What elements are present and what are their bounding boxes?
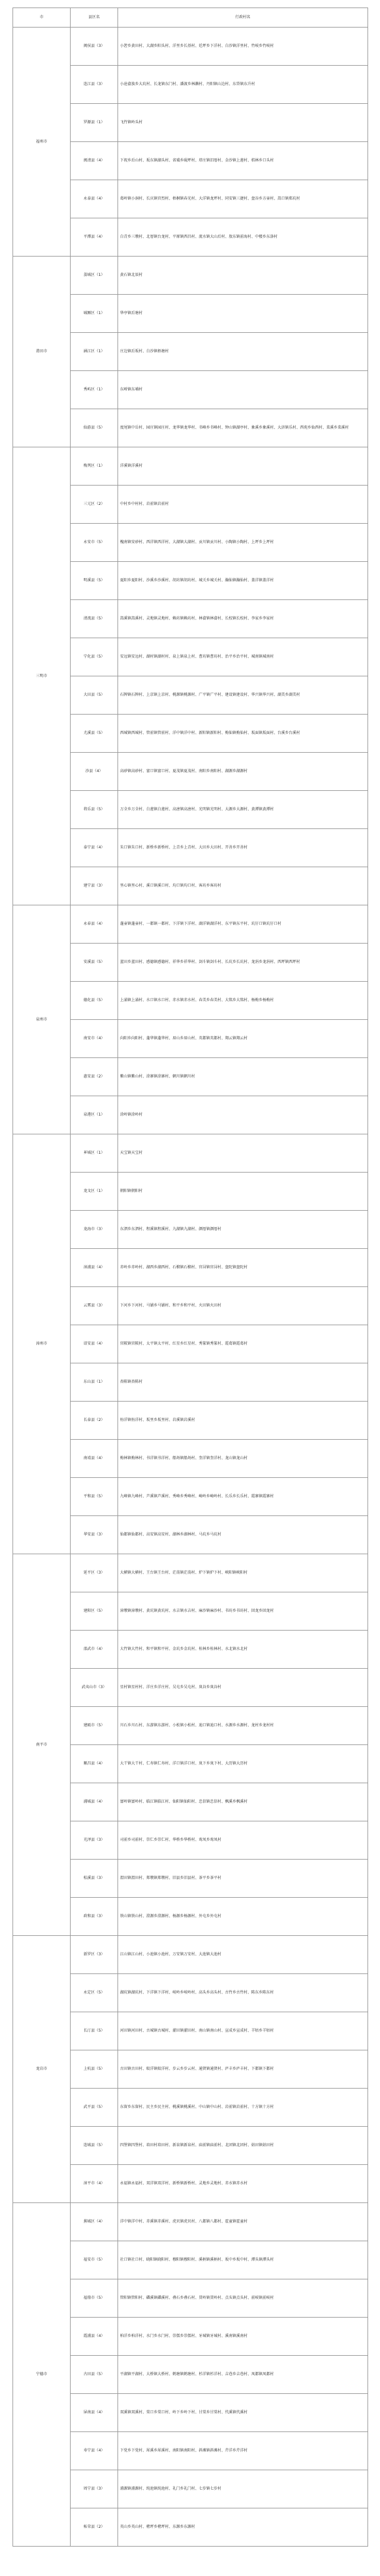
villages-cell: 九峰镇九峰村、芦溪镇芦溪村、秀峰乡秀峰村、崎岭乡崎岭村、长乐乡长乐村、霞寨镇霞寨村	[118, 1478, 368, 1516]
county-cell: 永安市（5）	[71, 524, 118, 562]
villages-cell: 白青乡三墩村、北厝镇台龙村、平原镇西昌村、流水镇大山后村、敖东镇前海村、中楼乡东洛村	[118, 218, 368, 257]
villages-cell: 朝阳镇朝阳村	[118, 1173, 368, 1211]
villages-cell: 洋溪镇洋溪村	[118, 447, 368, 486]
villages-cell: 紫山镇紫山村、涂寨镇涂寨村、辋川镇辋川村	[118, 1058, 368, 1096]
county-cell: 松溪县（3）	[71, 1860, 118, 1898]
county-cell: 光泽县（3）	[71, 1821, 118, 1860]
table-row	[13, 447, 368, 486]
villages-cell: 司前乡司前村、崇仁乡崇仁村、华桥乡华桥村、鸾凤乡鸾凤村	[118, 1821, 368, 1860]
county-cell: 建阳区（5）	[71, 1592, 118, 1631]
county-cell: 将乐县（5）	[71, 791, 118, 829]
county-cell: 浦城县（4）	[71, 1783, 118, 1821]
county-cell: 平潭县（4）	[71, 218, 118, 257]
villages-cell: 梅林镇梅林村、书洋镇书洋村、船场镇船场村、奎洋镇奎洋村、龙山镇龙山村	[118, 1440, 368, 1478]
table-row	[13, 1134, 368, 1173]
villages-cell: 川石乡川石村、东游镇东游村、小松镇小松村、迪口镇迪口村、水源乡水源村、龙村乡龙村村	[118, 1707, 368, 1745]
table-body	[13, 28, 368, 2547]
city-cell: 宁德市	[13, 2203, 71, 2547]
table-header-row	[13, 8, 368, 28]
villages-cell: 度尾镇中岳村、园庄镇园庄村、龙华镇龙华村、书峰乡书峰村、钟山镇湖亭村、象溪乡象溪村、大济镇乐村、西苑乡仙西村、菜溪乡菜溪村	[118, 409, 368, 447]
villages-cell: 双溪镇双溪村、棠口乡棠口村、岭下乡岭下村、甘棠乡甘棠村、代溪镇代溪村	[118, 2394, 368, 2432]
villages-cell: 湖坑镇湖坑村、下洋镇下洋村、岐岭乡岐岭村、高头乡高头村、古竹乡古竹村、陈东乡陈东村	[118, 1974, 368, 2012]
county-cell: 宁化县（5）	[71, 638, 118, 676]
county-cell: 漳浦县（4）	[71, 1249, 118, 1287]
villages-cell: 管阳镇管阳村、磻溪镇磻溪村、叠石乡叠石村、贯岭镇贯岭村、点头镇点头村、前岐镇前岐村	[118, 2279, 368, 2318]
villages-cell: 漳墩镇漳墩村、黄坑镇黄坑村、水吉镇水吉村、麻沙镇麻沙村、书坊乡书坊村、回龙乡回龙村	[118, 1592, 368, 1631]
county-cell: 城厢区（1）	[71, 295, 118, 333]
county-cell: 邵武市（4）	[71, 1631, 118, 1669]
county-cell: 政和县（3）	[71, 1898, 118, 1936]
county-cell: 新罗区（3）	[71, 1936, 118, 1974]
county-cell: 连城县（5）	[71, 2127, 118, 2165]
county-cell: 泉港区（1）	[71, 1096, 118, 1134]
county-cell: 南安市（4）	[71, 1020, 118, 1058]
city-cell: 南平市	[13, 1554, 71, 1936]
county-cell: 周宁县（3）	[71, 2470, 118, 2508]
table-row	[13, 1554, 368, 1592]
county-cell: 屏南县（4）	[71, 2394, 118, 2432]
villages-cell: 蓝田乡蓝田村、感德镇感德村、祥华乡祥华村、剑斗镇剑斗村、长坑乡长坑村、龙涓乡龙涓村、西坪镇西坪村	[118, 944, 368, 982]
city-cell: 莆田市	[13, 257, 71, 447]
table-row	[13, 905, 368, 944]
county-cell: 尤溪县（5）	[71, 715, 118, 753]
villages-cell: 杏陈镇杏陈村	[118, 1363, 368, 1402]
table-row	[13, 2203, 368, 2241]
villages-cell: 枋洋镇枋洋村、坂里乡坂里村、岩溪镇岩溪村	[118, 1402, 368, 1440]
villages-cell: 葛岭镇小洞村、长庆镇官烈村、梧桐镇春光村、大洋镇龙坪村、同安镇三捷村、盘谷乡方壶村、嵩口镇郑坑村	[118, 180, 368, 218]
county-cell: 梅列区（1）	[71, 447, 118, 486]
villages-cell: 石牌镇石牌村、上京镇上京村、桃源镇桃源村、广平镇广平村、建设镇建设村、华兴镇华兴村、湖美乡湖美村	[118, 676, 368, 715]
table-row	[13, 257, 368, 295]
county-cell: 沙县（4）	[71, 753, 118, 791]
county-cell: 清流县（5）	[71, 600, 118, 638]
county-cell: 连江县（3）	[71, 66, 118, 104]
villages-cell: 上涌镇上涌村、水口镇水口村、赤水镇赤水村、春美乡春美村、大铭乡大铭村、杨梅乡杨梅村	[118, 982, 368, 1020]
county-cell: 福鼎市（5）	[71, 2279, 118, 2318]
county-cell: 漳平市（4）	[71, 2165, 118, 2203]
header-city: 市	[13, 8, 71, 28]
villages-cell: 嵩溪镇嵩溪村、灵地镇灵地村、赖坊镇赖坊村、林畲镇林畲村、长校镇长校村、李家乡李家村	[118, 600, 368, 638]
county-cell: 霞浦县（4）	[71, 2318, 118, 2356]
villages-cell: 下祝乡后山村、坂东镇湖头村、省璜乡砚坪村、塔庄镇旧厝村、金沙镇上莲村、桔林乡口头村	[118, 142, 368, 180]
villages-cell: 英山乡英山村、楮坪乡楮坪村、东源乡东源村	[118, 2508, 368, 2547]
county-cell: 建宁县（3）	[71, 867, 118, 905]
county-cell: 大田县（5）	[71, 676, 118, 715]
villages-cell: 平湖镇平湖村、大桥镇大桥村、鹤塘镇鹤塘村、杉洋镇杉洋村、吉巷乡吉巷村、凤都镇凤都村	[118, 2356, 368, 2394]
villages-cell: 下党乡下党村、犀溪乡犀溪村、南阳镇南阳村、斜滩镇斜滩村、芹洋乡芹洋村	[118, 2432, 368, 2470]
villages-cell: 官陂镇官陂村、太平镇太平村、红星乡红星村、秀篆镇秀篆村、霞葛镇霞葛村	[118, 1325, 368, 1363]
county-cell: 长泰县（2）	[71, 1402, 118, 1440]
villages-cell: 洋中镇洋中村、赤溪镇赤溪村、虎贝镇虎贝村、八都镇八都村、霍童镇霍童村	[118, 2203, 368, 2241]
villages-cell: 涂岭镇涂岭村	[118, 1096, 368, 1134]
villages-cell: 小沧畲族乡大坑村、长龙镇东门村、潘渡乡林濑村、丹阳镇山边村、东岱镇东升村	[118, 66, 368, 104]
villages-cell: 东峤镇东埔村	[118, 371, 368, 409]
county-cell: 寿宁县（4）	[71, 2432, 118, 2470]
city-cell: 三明市	[13, 447, 71, 905]
county-cell: 南靖县（4）	[71, 1440, 118, 1478]
county-cell: 柘荣县（2）	[71, 2508, 118, 2547]
county-cell: 武夷山市（3）	[71, 1669, 118, 1707]
villages-cell: 柏洋乡柏洋村、水门乡水门村、崇儒乡崇儒村、牙城镇牙城村、溪南镇溪南村	[118, 2318, 368, 2356]
county-cell: 诏安县（4）	[71, 1325, 118, 1363]
villages-cell: 夏阳乡夏阳村、沙溪乡沙溪村、胡坊镇胡坊村、城关乡城关村、瀚仙镇瀚仙村、盖洋镇盖洋村	[118, 562, 368, 600]
villages-cell: 蓬壶镇蓬壶村、一都镇一都村、下洋镇下洋村、湖洋镇湖洋村、东平镇东平村、坑仔口镇坑仔口村	[118, 905, 368, 944]
villages-cell: 大竹镇大竹村、和平镇和平村、金坑乡金坑村、桂林乡桂林村、水北镇水北村	[118, 1631, 368, 1669]
villages-cell: 富岭镇富岭村、临江镇临江村、仙阳镇仙阳村、忠信镇忠信村、枫溪乡枫溪村	[118, 1783, 368, 1821]
county-cell: 涵江区（1）	[71, 333, 118, 371]
villages-cell: 高砂镇高砂村、富口镇富口村、夏茂镇夏茂村、南阳乡南阳村、湖源乡湖源村	[118, 753, 368, 791]
county-cell: 永定区（5）	[71, 1974, 118, 2012]
county-cell: 长汀县（5）	[71, 2012, 118, 2050]
county-cell: 永春县（4）	[71, 905, 118, 944]
villages-cell: 仙都镇仙都村、高安镇高安村、湖林乡湖林村、马坑乡马坑村	[118, 1516, 368, 1554]
county-cell: 东山县（1）	[71, 1363, 118, 1402]
villages-cell: 华亭镇后塘村	[118, 295, 368, 333]
county-cell: 蕉城区（4）	[71, 2203, 118, 2241]
county-cell: 泰宁县（4）	[71, 829, 118, 867]
villages-cell: 黄石镇北辰村	[118, 257, 368, 295]
county-cell: 云霄县（3）	[71, 1287, 118, 1325]
county-cell: 龙文区（1）	[71, 1173, 118, 1211]
villages-cell: 中村乡中村村、岩前镇岩前村	[118, 486, 368, 524]
villages-cell: 里心镇里心村、溪口镇溪口村、均口镇均口村、客坊乡客坊村	[118, 867, 368, 905]
county-cell: 安溪县（5）	[71, 944, 118, 982]
header-villages: 行政村名	[118, 8, 368, 28]
county-cell: 仙游县（5）	[71, 409, 118, 447]
villages-cell: 下河乡下河村、马铺乡马铺村、和平乡和平村、火田镇火田村	[118, 1287, 368, 1325]
county-cell: 华安县（3）	[71, 1516, 118, 1554]
villages-cell: 朱口镇朱口村、新桥乡新桥村、上青乡上青村、大田乡大田村、开善乡开善村	[118, 829, 368, 867]
villages-cell: 槐南镇安砂村、西洋镇西洋村、大湖镇大湖村、贡川镇贡川村、小陶镇小陶村、上坪乡上坪村	[118, 524, 368, 562]
villages-cell: 浦源镇浦源村、纯池镇纯池村、礼门乡礼门村、七步镇七步村	[118, 2470, 368, 2508]
county-cell: 古田县（5）	[71, 2356, 118, 2394]
table-row	[13, 1936, 368, 1974]
villages-cell: 飞竹镇岭头村	[118, 104, 368, 142]
county-cell: 罗源县（1）	[71, 104, 118, 142]
county-cell: 龙海市（3）	[71, 1211, 118, 1249]
villages-cell: 星村镇星村村、洋庄乡洋庄村、吴屯乡吴屯村、岚谷乡岚谷村	[118, 1669, 368, 1707]
villages-cell: 庄边镇后坂村、白沙镇梧塘村	[118, 333, 368, 371]
county-cell: 芗城区（1）	[71, 1134, 118, 1173]
county-cell: 平和县（5）	[71, 1478, 118, 1516]
county-cell: 荔城区（1）	[71, 257, 118, 295]
county-cell: 德化县（5）	[71, 982, 118, 1020]
villages-cell: 四堡镇四堡村、培田村培田村、新泉镇新泉村、庙前镇庙前村、北团镇北团村、姑田镇姑田村	[118, 2127, 368, 2165]
header-county: 县区名	[71, 8, 118, 28]
villages-cell: 西城镇西城村、管前镇管前村、洋中镇洋中村、新阳镇新阳村、梅仙镇梅仙村、坂面镇坂面村、台溪乡台溪村	[118, 715, 368, 753]
villages-cell: 万全乡万全村、白莲镇白莲村、高唐镇高唐村、光明镇光明村、大源乡大源村、黄潭镇黄潭村	[118, 791, 368, 829]
county-cell: 福安市（5）	[71, 2241, 118, 2279]
villages-cell: 安远镇安远村、湖村镇湖村村、泉上镇泉上村、曹坊镇曹坊村、治平乡治平村、城南镇城南村	[118, 638, 368, 676]
villages-cell: 东留乡东留村、民主乡民主村、桃溪镇桃溪村、中山镇中山村、岩前镇岩前村、十方镇十方村	[118, 2089, 368, 2127]
villages-cell: 大干镇大干村、仁寿镇仁寿村、洋口镇洋口村、岚下乡岚下村、大历镇大历村	[118, 1745, 368, 1783]
city-cell: 龙岩市	[13, 1936, 71, 2203]
villages-cell: 永福镇永福村、双洋镇双洋村、新桥镇新桥村、灵地乡灵地村、赤水镇赤水村	[118, 2165, 368, 2203]
county-cell: 闽侯县（3）	[71, 28, 118, 66]
county-cell: 武平县（5）	[71, 2089, 118, 2127]
village-table	[12, 8, 368, 2547]
villages-cell: 古田镇古田村、蛟洋镇蛟洋村、步云乡步云村、通贤镇通贤村、庐丰乡庐丰村、下都镇下都村	[118, 2050, 368, 2089]
villages-cell: 向阳乡向阳村、蓬华镇蓬华村、眉山乡眉山村、英都镇英都村、翔云镇翔云村	[118, 1020, 368, 1058]
county-cell: 三元区（2）	[71, 486, 118, 524]
county-cell: 明溪县（5）	[71, 562, 118, 600]
city-cell: 泉州市	[13, 905, 71, 1134]
county-cell: 秀屿区（1）	[71, 371, 118, 409]
villages-cell: 赤岭乡赤岭村、湖西乡湖西村、石榴镇石榴村、官浔镇官浔村、盘陀镇盘陀村	[118, 1249, 368, 1287]
villages-cell: 大横镇大横村、王台镇王台村、茫荡镇茫荡村、炉下镇炉下村、峡阳镇峡阳村	[118, 1554, 368, 1592]
table-row	[13, 28, 368, 66]
county-cell: 闽清县（4）	[71, 142, 118, 180]
villages-cell: 河田镇河田村、古城镇古城村、濯田镇濯田村、南山镇南山村、宣成乡宣成村、羊牯乡羊牯村	[118, 2012, 368, 2050]
city-cell: 漳州市	[13, 1134, 71, 1554]
villages-cell: 社口镇社口村、晓阳镇晓阳村、穆阳镇穆阳村、溪柄镇溪柄村、坂中乡坂中村、潭头镇潭头村	[118, 2241, 368, 2279]
county-cell: 上杭县（5）	[71, 2050, 118, 2089]
villages-cell: 江山镇江山村、小池镇小池村、万安镇万安村、大池镇大池村	[118, 1936, 368, 1974]
city-cell: 福州市	[13, 28, 71, 257]
villages-cell: 天宝镇天宝村	[118, 1134, 368, 1173]
county-cell: 永泰县（4）	[71, 180, 118, 218]
county-cell: 惠安县（2）	[71, 1058, 118, 1096]
villages-cell: 小箬乡黄田村、大湖乡阳头村、洋里乡长基村、廷坪乡下洋村、白沙镇洋里村、竹岐乡竹岐村	[118, 28, 368, 66]
county-cell: 延平区（3）	[71, 1554, 118, 1592]
villages-cell: 东泗乡东泗村、程溪镇程溪村、九湖镇九湖村、颜厝镇颜厝村	[118, 1211, 368, 1249]
villages-cell: 铁山镇铁山村、澄源乡澄源村、杨源乡杨源村、外屯乡外屯村	[118, 1898, 368, 1936]
county-cell: 建瓯市（5）	[71, 1707, 118, 1745]
villages-cell: 渭田镇渭田村、郑墩镇郑墩村、旧县乡旧县村、茶平乡茶平村	[118, 1860, 368, 1898]
county-cell: 顺昌县（4）	[71, 1745, 118, 1783]
